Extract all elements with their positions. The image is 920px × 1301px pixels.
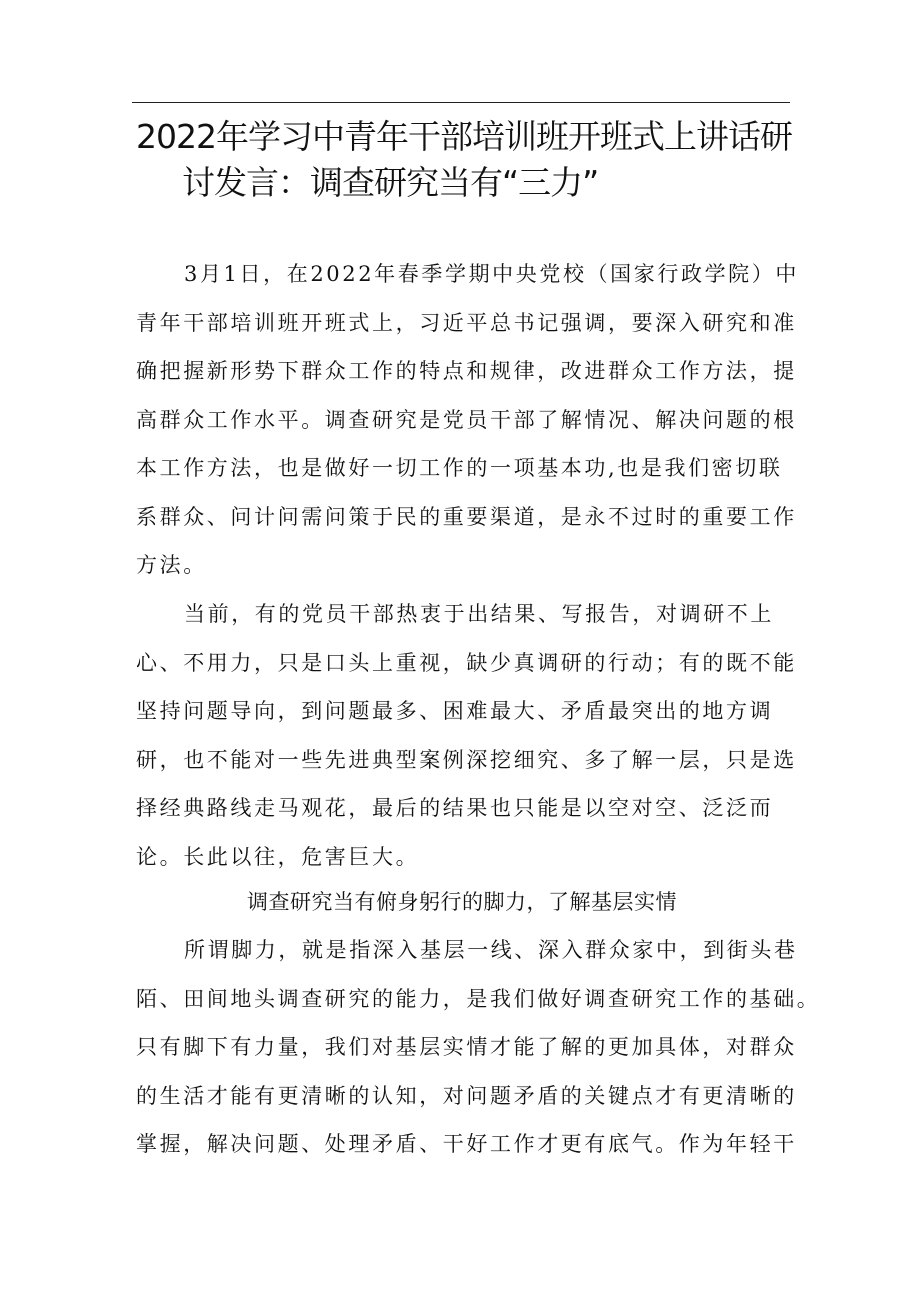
paragraph-line: 当前，有的党员干部热衷于出结果、写报告，对调研不上 (184, 602, 774, 626)
paragraph-line: 青年干部培训班开班式上，习近平总书记强调，要深入研究和准 (136, 310, 797, 335)
title-line-2: 讨发言：调查研究当有“三力” (182, 163, 599, 202)
paragraph-line: 陌、田间地头调查研究的能力，是我们做好调查研究工作的基础。 (136, 986, 821, 1011)
paragraph-line: 的生活才能有更清晰的认知，对问题矛盾的关键点才有更清晰的 (136, 1083, 797, 1108)
paragraph-line: 只有脚下有力量，我们对基层实情才能了解的更加具体，对群众 (136, 1035, 797, 1059)
paragraph-line: 方法。 (136, 553, 207, 577)
paragraph-2 (136, 590, 797, 881)
title-line-1: 2022年学习中青年干部培训班开班式上讲话研 (136, 117, 792, 156)
paragraph-3 (136, 926, 821, 1169)
header-rule (132, 102, 790, 103)
section-heading: 调查研究当有俯身躬行的脚力，了解基层实情 (247, 890, 677, 914)
paragraph-line: 3月1日，在2022年春季学期中央党校（国家行政学院）中 (184, 262, 799, 286)
paragraph-line: 本工作方法，也是做好一切工作的一项基本功,也是我们密切联 (136, 456, 783, 480)
paragraph-line: 坚持问题导向，到问题最多、困难最大、矛盾最突出的地方调 (136, 699, 774, 723)
paragraph-line: 系群众、问计问需问策于民的重要渠道，是永不过时的重要工作 (136, 504, 797, 529)
paragraph-1 (136, 250, 799, 590)
paragraph-line: 择经典路线走马观花，最后的结果也只能是以空对空、泛泛而 (136, 796, 774, 820)
document-title (136, 114, 796, 206)
paragraph-line: 所谓脚力，就是指深入基层一线、深入群众家中，到街头巷 (184, 938, 798, 962)
paragraph-line: 高群众工作水平。调查研究是党员干部了解情况、解决问题的根 (136, 407, 797, 432)
paragraph-line: 心、不用力，只是口头上重视，缺少真调研的行动；有的既不能 (136, 650, 797, 675)
paragraph-line: 论。长此以往，危害巨大。 (136, 844, 420, 869)
paragraph-line: 掌握，解决问题、处理矛盾、干好工作才更有底气。作为年轻干 (136, 1132, 797, 1156)
paragraph-line: 研，也不能对一些先进典型案例深挖细究、多了解一层，只是选 (136, 747, 797, 772)
paragraph-line: 确把握新形势下群众工作的特点和规律，改进群众工作方法，提 (136, 359, 797, 383)
